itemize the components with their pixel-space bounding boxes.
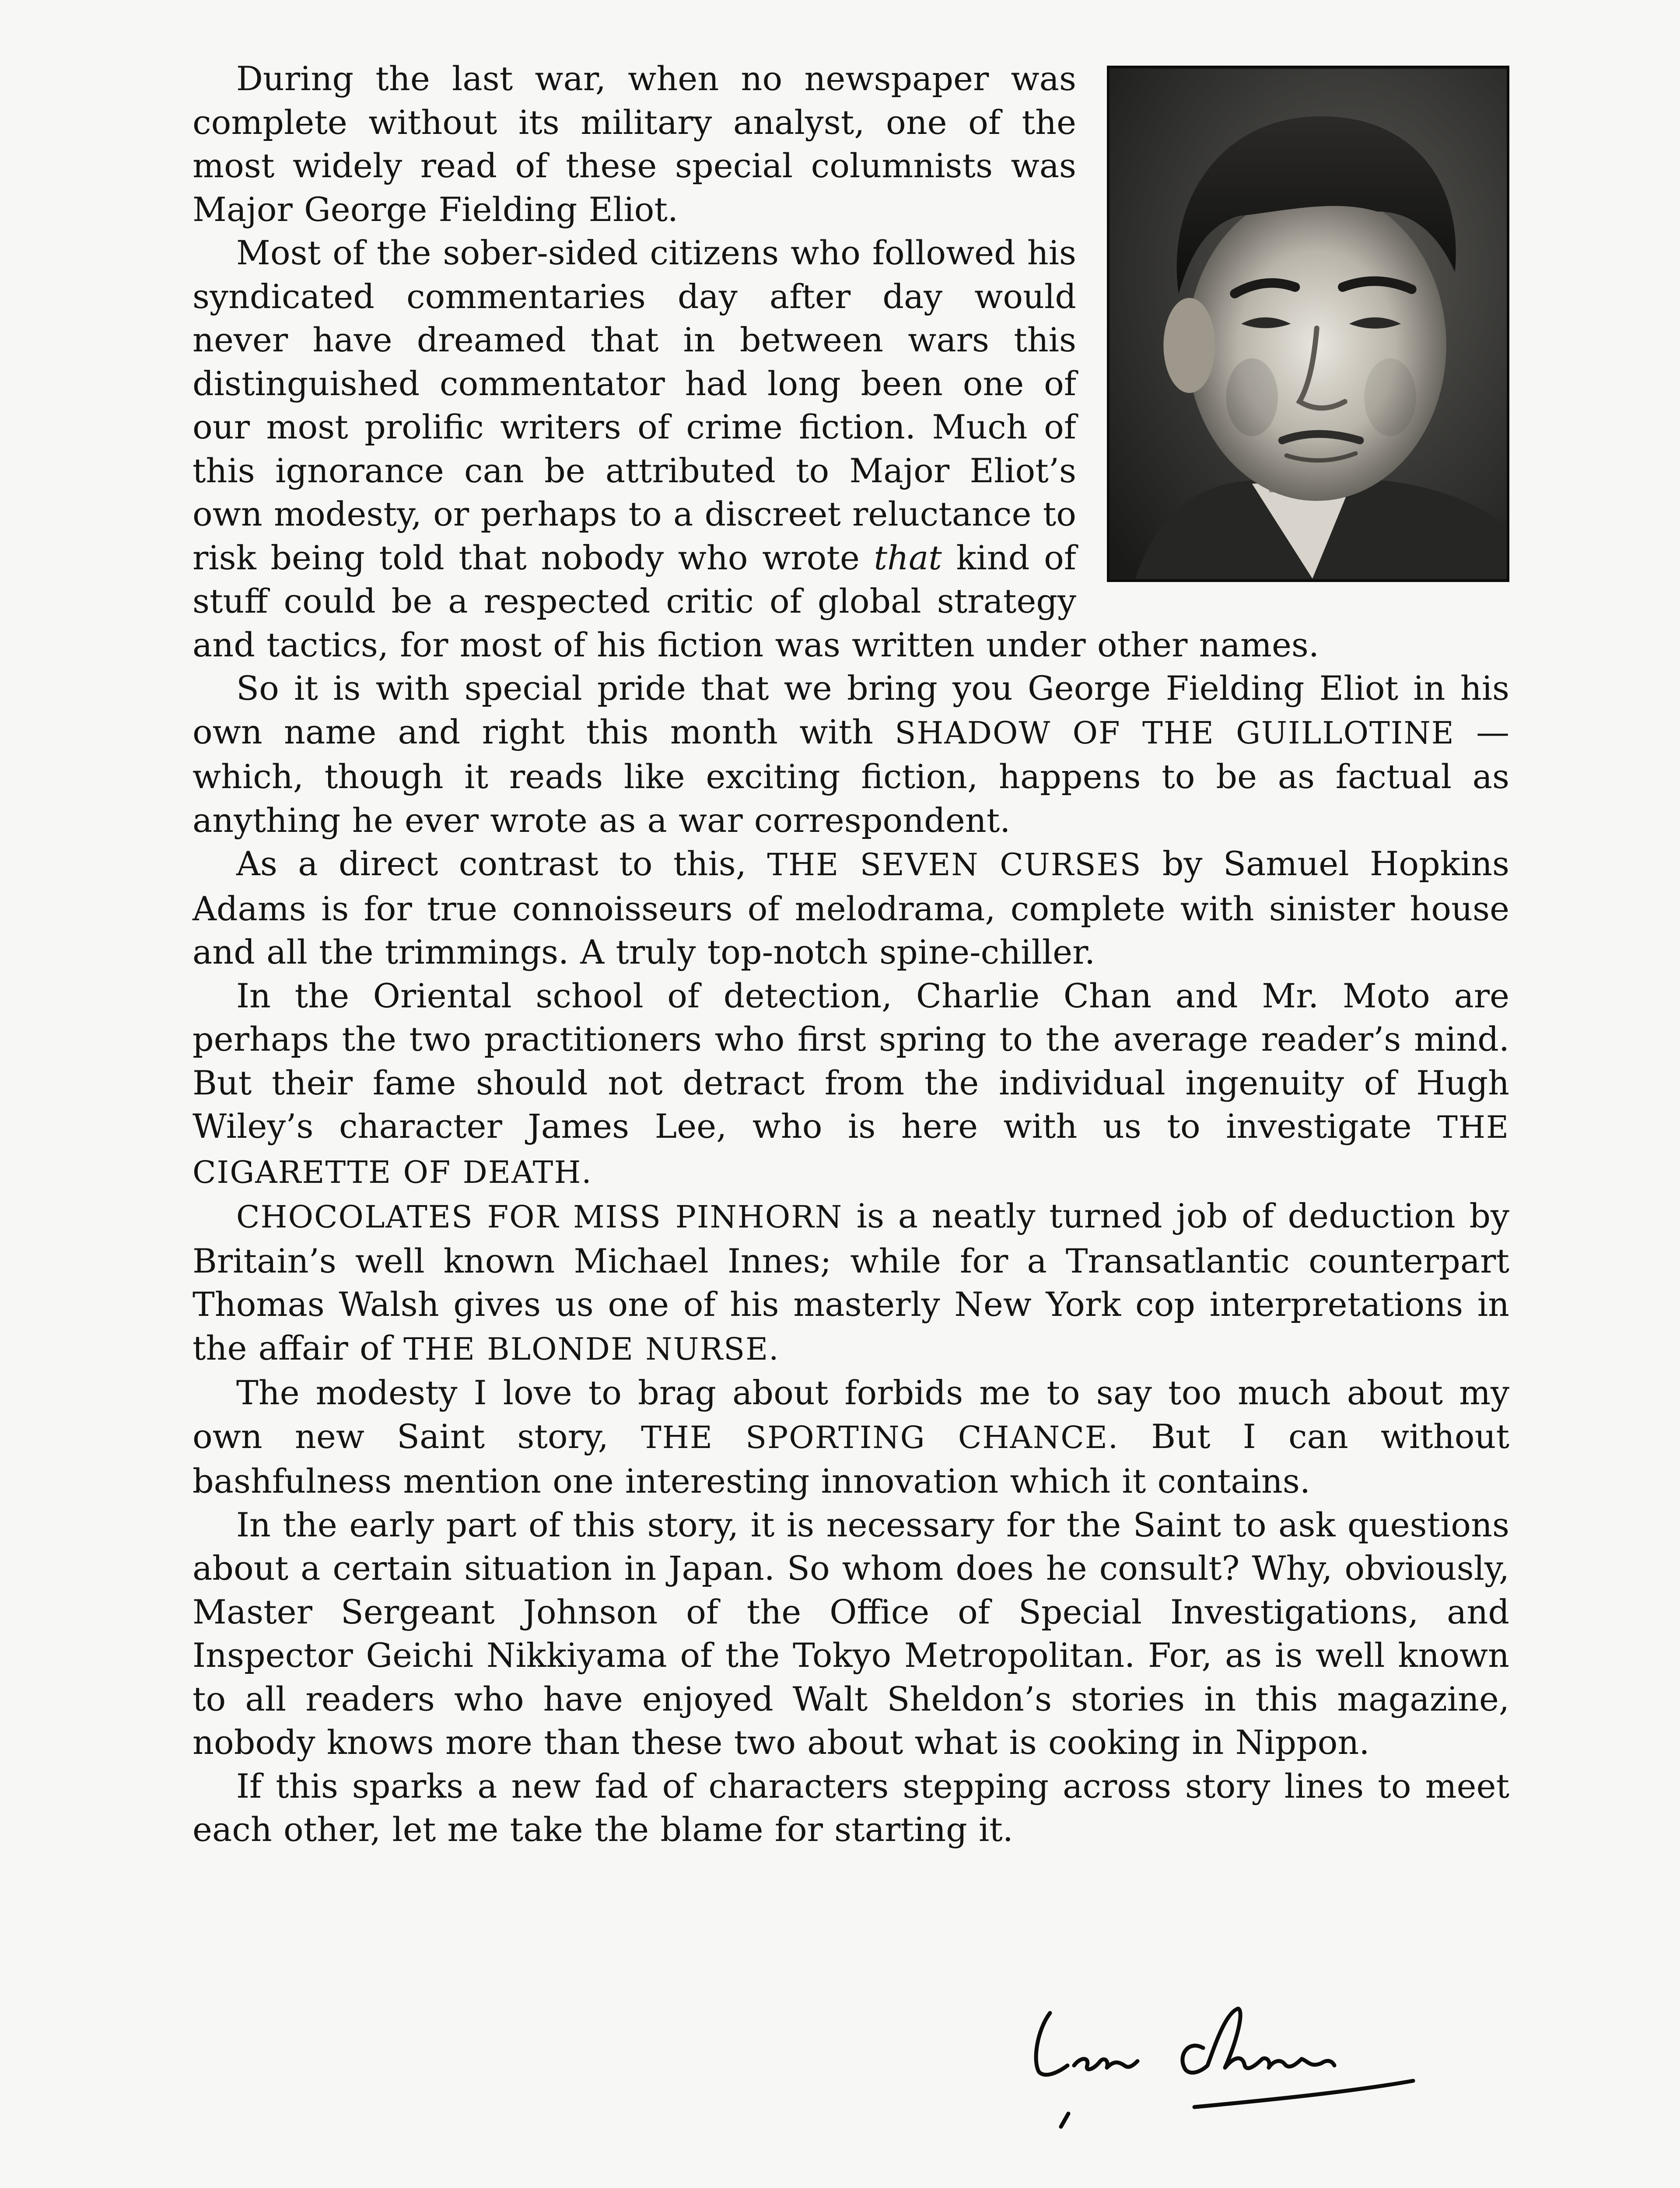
paragraph-text: kind of stuff could be a respected critic of global strategy and tactics, for most of his fiction was written under other names.: [192, 538, 1320, 664]
story-title: CHOCOLATES FOR MISS PINHORN: [236, 1199, 843, 1235]
story-title: THE CIGARETTE OF DEATH.: [192, 1109, 1509, 1190]
saint-story-paragraph: [192, 1371, 1509, 1503]
paragraph-text: is a neatly turned job of deduction by Britain’s well known Michael Innes; while for a Transatlantic counterpart Thomas Walsh gives us one of his masterly New York cop interpretations in the affair of: [192, 1196, 1509, 1368]
story-title: SHADOW OF THE GUILLOTINE: [895, 715, 1455, 751]
paragraph-text: But I can without bashfulness mention one interesting innovation which it contains.: [192, 1417, 1509, 1501]
paragraph-text: During the last war, when no newspaper was complete without its military analyst, one of the most widely read of these special columnists was Major George Fielding Eliot.: [192, 59, 1076, 229]
signature-scribble: [1019, 1995, 1435, 2144]
emphasis-text: that: [874, 538, 942, 577]
paragraph-text: The modesty I love to brag about forbids me to say too much about my own new Saint story,: [192, 1373, 1509, 1456]
paragraph-text: As a direct contrast to this,: [236, 844, 767, 883]
article: [192, 57, 1509, 1851]
paragraph-text: If this sparks a new fad of characters stepping across story lines to meet each other, let me take the blame for starting it.: [192, 1766, 1509, 1849]
paragraph-text: In the Oriental school of detection, Charlie Chan and Mr. Moto are perhaps the two practitioners who first spring to the average reader’s mind. But their fame should not detract from the individual ingenuity of Hugh Wiley’s character James Lee, who is here with us to investigate: [192, 976, 1509, 1146]
paragraph-text: Most of the sober-sided citizens who followed his syndicated commentaries day after day would never have dreamed that in between wars this distinguished commentator had long been one of our most prolific writers of crime fiction. Much of this ignorance can be attributed to Major Eliot’s own modesty, or perhaps to a discreet reluctance to risk being told that nobody who wrote: [192, 233, 1076, 577]
author-signature: [1019, 1995, 1435, 2144]
story-title: THE SEVEN CURSES: [767, 847, 1142, 883]
cigarette-paragraph: [192, 974, 1509, 1195]
guillotine-paragraph: [192, 666, 1509, 842]
chocolates-paragraph: [192, 1194, 1509, 1371]
paragraph-text: In the early part of this story, it is necessary for the Saint to ask questions about a certain situation in Japan. So whom does he consult? Why, obviously, Master Sergeant Johnson of the Office of Special Investigations, and Inspector Geichi Nikkiyama of the Tokyo Metropolitan. For, as is well known to all readers who have enjoyed Walt Sheldon’s stories in this magazine, nobody knows more than these two about what is cooking in Nippon.: [192, 1505, 1509, 1762]
portrait-image: [1110, 68, 1507, 579]
japan-paragraph: [192, 1503, 1509, 1764]
author-portrait-photo: [1107, 66, 1509, 582]
story-title: THE SPORTING CHANCE.: [641, 1419, 1119, 1455]
paragraph-text: —which, though it reads like exciting fiction, happens to be as factual as anything he ever wrote as a war correspondent.: [192, 712, 1509, 840]
paragraph-text: So it is with special pride that we bring you George Fielding Eliot in his own name and right this month with: [192, 669, 1509, 751]
closing-paragraph: [192, 1764, 1509, 1851]
seven-curses-paragraph: [192, 842, 1509, 974]
story-title: THE BLONDE NURSE.: [403, 1331, 780, 1367]
paragraph-text: by Samuel Hopkins Adams is for true connoisseurs of melodrama, complete with sinister house and all the trimmings. A truly top-notch spine-chiller.: [192, 844, 1509, 971]
